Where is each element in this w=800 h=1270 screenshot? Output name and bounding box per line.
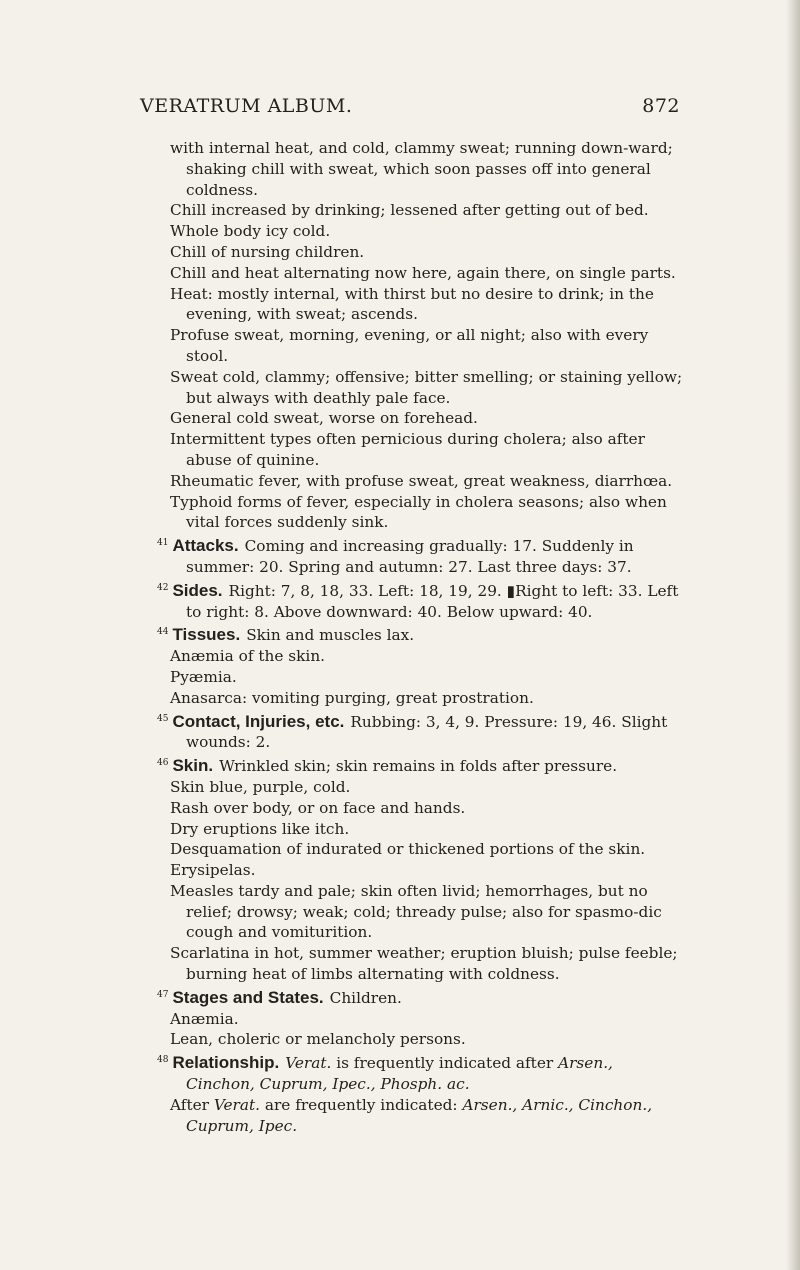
text-fragment: are frequently indicated: [264, 1095, 458, 1114]
text-line: Anæmia. [170, 1009, 239, 1028]
text-line: Chill increased by drinking; lessened after getting out of bed. [170, 201, 649, 220]
section-heading: Sides. [172, 580, 223, 600]
section-number: 47 [157, 989, 169, 1000]
section-text: Rubbing: 3, 4, 9. Pressure: 19, 46. Slight wounds: 2. [186, 712, 668, 752]
section-text: Right: 7, 8, 18, 33. Left: 18, 19, 29. ▮Right to left: 33. Left to right: 8. Above downward: 40. Below upward: 40. [186, 581, 679, 621]
section-text: is frequently indicated after [336, 1054, 554, 1073]
section-number: 45 [157, 713, 169, 724]
text-line: Chill of nursing children. [170, 242, 365, 261]
text-line: Lean, choleric or melancholy persons. [170, 1030, 466, 1049]
text-line: Measles tardy and pale; skin often livid; hemorrhages, but no relief; drowsy; weak; cold; thready pulse; also for spasmo-dic cough and vomiturition. [170, 881, 662, 942]
text-line [170, 1095, 685, 1137]
body-text [157, 138, 685, 1136]
remedy-list: Arsen., Cinchon, Cuprum, Ipec., Phosph. ac. [186, 1054, 613, 1094]
page-number: 872 [642, 95, 680, 117]
text-line: Anæmia of the skin. [170, 647, 326, 666]
section-text: Skin and muscles lax. [246, 626, 415, 645]
section-number: 41 [157, 538, 169, 549]
section-heading: Relationship. [172, 1053, 280, 1073]
section-stages-states [157, 985, 685, 1009]
section-tissues [157, 622, 685, 646]
section-number: 48 [157, 1055, 169, 1066]
text-line: Pyæmia. [170, 667, 237, 686]
text-line: with internal heat, and cold, clammy sweat; running down-ward; shaking chill with sweat, which soon passes off into general coldness. [170, 139, 673, 199]
text-line: Anasarca: vomiting purging, great prostration. [170, 688, 534, 707]
text-line: Profuse sweat, morning, evening, or all night; also with every stool. [170, 326, 649, 365]
text-line: General cold sweat, worse on forehead. [170, 409, 478, 428]
text-line: Rheumatic fever, with profuse sweat, great weakness, diarrhœa. [170, 471, 673, 490]
text-line: Rash over body, or on face and hands. [170, 798, 466, 817]
text-line: Whole body icy cold. [170, 222, 331, 241]
text-fragment: After [170, 1095, 209, 1114]
section-attacks [157, 533, 685, 578]
text-line: Intermittent types often pernicious during cholera; also after abuse of quinine. [170, 430, 645, 469]
section-number: 42 [157, 582, 169, 593]
section-text: Wrinkled skin; skin remains in folds after pressure. [219, 757, 618, 776]
section-sides [157, 578, 685, 623]
section-heading: Contact, Injuries, etc. [172, 711, 345, 731]
page-title: VERATRUM ALBUM. [140, 95, 353, 117]
text-line: Sweat cold, clammy; offensive; bitter smelling; or staining yellow; but always with deathly pale face. [170, 367, 683, 407]
text-line: Heat: mostly internal, with thirst but no desire to drink; in the evening, with sweat; ascends. [170, 284, 654, 324]
section-text: Coming and increasing gradually: 17. Suddenly in summer: 20. Spring and autumn: 27. Last three days: 37. [186, 537, 634, 576]
section-relationship [157, 1050, 685, 1095]
section-heading: Skin. [172, 756, 214, 776]
section-skin [157, 753, 685, 777]
section-heading: Tissues. [172, 625, 241, 645]
section-text: Children. [329, 988, 402, 1007]
text-line: Skin blue, purple, cold. [170, 777, 351, 796]
page-edge-shadow [786, 0, 800, 1270]
section-number: 44 [157, 627, 169, 638]
text-line: Dry eruptions like itch. [170, 819, 350, 838]
text-line: Typhoid forms of fever, especially in cholera seasons; also when vital forces suddenly sink. [170, 492, 667, 532]
text-line: Desquamation of indurated or thickened portions of the skin. [170, 840, 646, 859]
remedy-name: Verat. [285, 1054, 332, 1073]
text-line: Scarlatina in hot, summer weather; eruption bluish; pulse feeble; burning heat of limbs alternating with coldness. [170, 944, 678, 984]
text-line: Chill and heat alternating now here, again there, on single parts. [170, 263, 676, 282]
section-heading: Attacks. [172, 536, 239, 556]
remedy-list: Arsen., Arnic., Cinchon., Cuprum, Ipec. [186, 1095, 653, 1135]
section-heading: Stages and States. [172, 987, 324, 1007]
running-header [140, 95, 680, 125]
text-line: Erysipelas. [170, 861, 256, 880]
remedy-name: Verat. [213, 1095, 260, 1114]
section-contact-injuries [157, 709, 685, 754]
section-number: 46 [157, 758, 169, 769]
